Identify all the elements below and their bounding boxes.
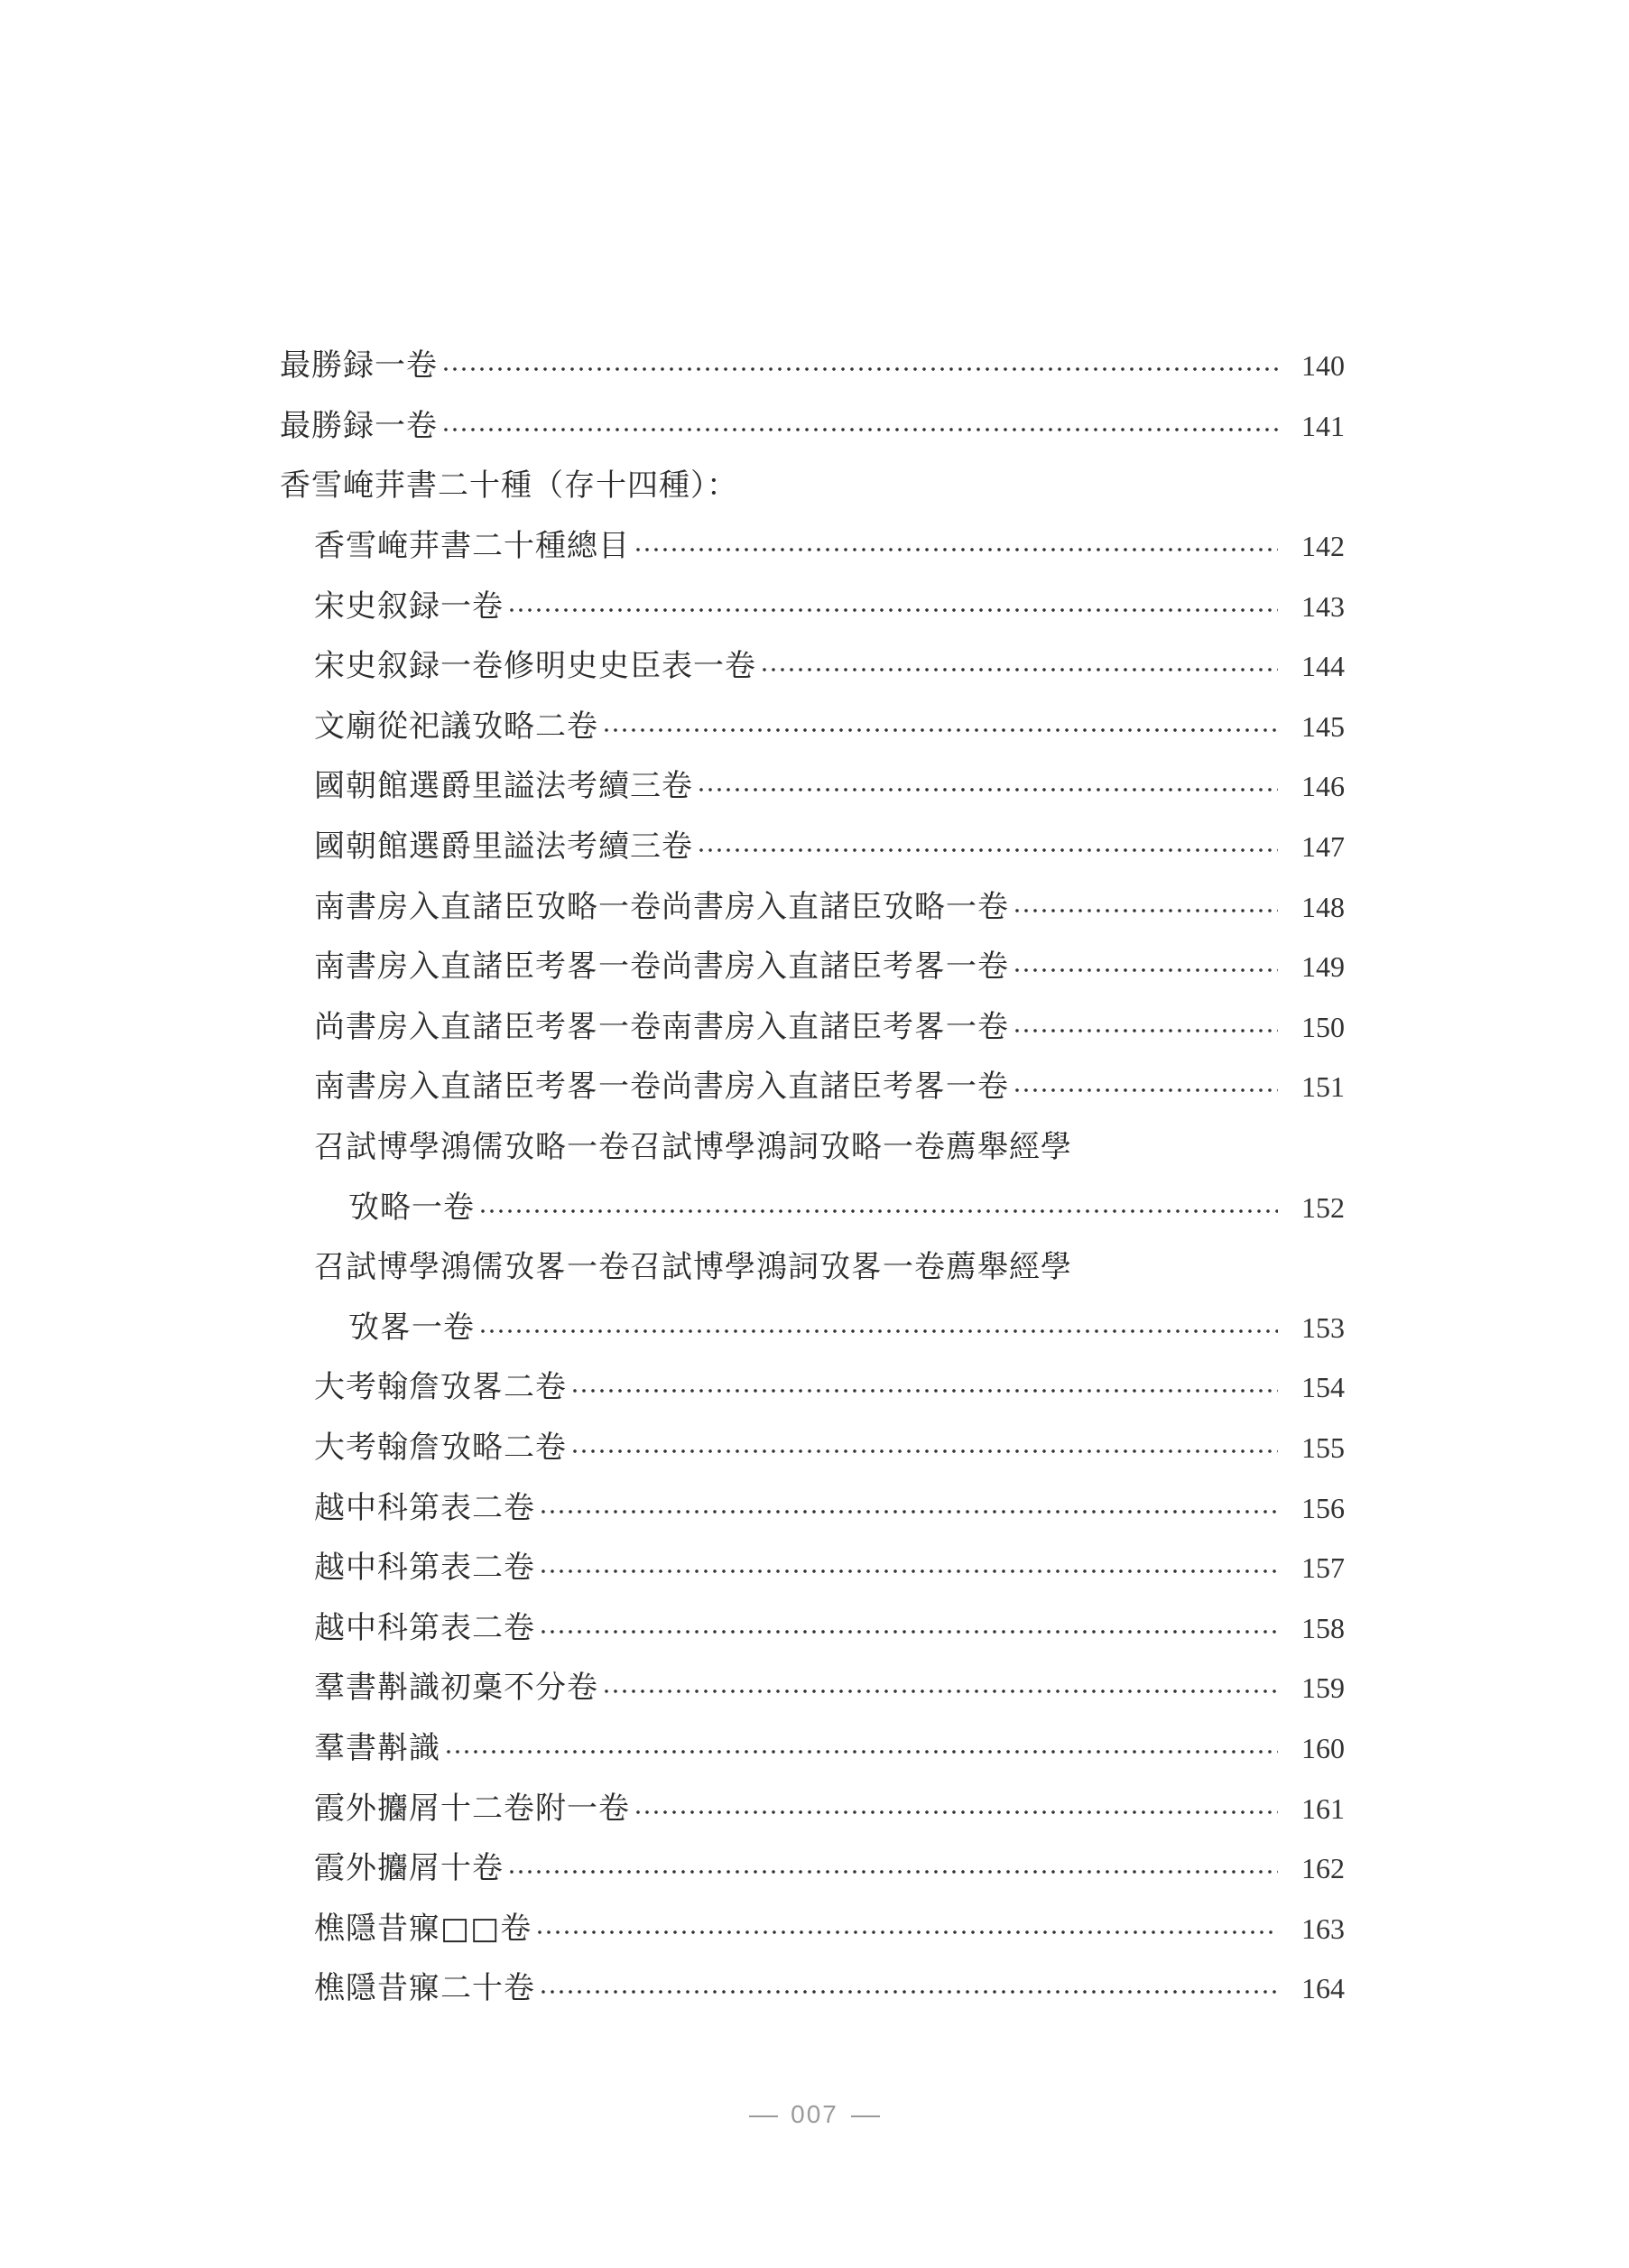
toc-entry-title: 召試博學鴻儒攷畧一卷召試博學鴻詞攷畧一卷薦舉經學 [314,1249,1072,1286]
toc-entry [280,756,1345,817]
footer-dash-right [851,2115,880,2117]
dot-leader [539,1630,1278,1634]
toc-entry [280,1597,1345,1658]
toc-entry-title: 越中科第表二卷 [314,1550,535,1587]
toc-entry-title: 宋史叙録一卷修明史史臣表一卷 [314,648,756,685]
toc-entry [280,997,1345,1058]
dot-leader [478,1329,1278,1333]
dot-leader [697,848,1278,852]
toc-entry-title: 南書房入直諸臣攷略一卷尚書房入直諸臣攷略一卷 [314,888,1009,925]
toc-entry [280,336,1345,396]
toc-entry [280,1237,1345,1298]
toc-entry-page-number: 151 [1301,1070,1345,1104]
toc-entry [280,1958,1345,2019]
toc-entry [280,516,1345,577]
toc-entry-page-number: 161 [1301,1791,1345,1825]
dot-leader [570,1449,1278,1453]
toc-entry-title: 尚書房入直諸臣考畧一卷南書房入直諸臣考畧一卷 [314,1008,1009,1045]
toc-entry [280,396,1345,457]
footer-dash-left [749,2115,778,2117]
toc-entry-page-number: 140 [1301,349,1345,383]
dot-leader [478,1209,1278,1213]
dot-leader [535,1930,1278,1934]
toc-entry-title: 國朝館選爵里謚法考續三卷 [314,829,693,866]
toc-entry-page-number: 156 [1301,1491,1345,1524]
toc-entry [280,1477,1345,1538]
dot-leader [602,728,1278,732]
toc-entry-title: 樵隱昔寱□□卷 [314,1910,532,1947]
dot-leader [539,1990,1278,1994]
toc-entry-page-number: 159 [1301,1671,1345,1705]
toc-entry-page-number: 160 [1301,1731,1345,1764]
footer-page-number: 007 [791,2100,838,2128]
toc-entry-title: 攷略一卷 [348,1189,475,1226]
dot-leader [1013,1029,1278,1032]
toc-entry [280,1298,1345,1358]
toc-entry [280,576,1345,636]
toc-entry [280,817,1345,877]
toc-entry-page-number: 157 [1301,1551,1345,1585]
toc-entry-title: 霞外攟屑十二卷附一卷 [314,1790,630,1827]
dot-leader [634,1810,1278,1814]
toc-entry [280,1778,1345,1838]
toc-entry-page-number: 144 [1301,650,1345,683]
toc-entry [280,1898,1345,1958]
toc-entry-page-number: 142 [1301,530,1345,563]
toc-entry-title: 南書房入直諸臣考畧一卷尚書房入直諸臣考畧一卷 [314,949,1009,986]
toc-entry-page-number: 163 [1301,1912,1345,1945]
toc-entry-title: 國朝館選爵里謚法考續三卷 [314,768,693,805]
toc-entry-page-number: 154 [1301,1371,1345,1404]
table-of-contents [280,336,1345,2019]
dot-leader [634,548,1278,551]
dot-leader [697,788,1278,791]
toc-entry-title: 樵隱昔寱二十卷 [314,1970,535,2007]
toc-entry-page-number: 146 [1301,770,1345,803]
toc-entry [280,937,1345,997]
page-footer [0,2100,1629,2129]
toc-entry-page-number: 143 [1301,589,1345,623]
dot-leader [441,367,1278,371]
dot-leader [760,668,1278,671]
toc-entry-page-number: 153 [1301,1310,1345,1344]
toc-entry-page-number: 148 [1301,890,1345,923]
toc-entry [280,876,1345,937]
toc-entry-title: 香雪崦茾書二十種（存十四種）： [280,467,738,505]
toc-entry [280,1838,1345,1899]
toc-entry [280,1117,1345,1178]
toc-entry [280,1057,1345,1117]
toc-entry-page-number: 141 [1301,409,1345,442]
toc-entry-title: 越中科第表二卷 [314,1489,535,1526]
toc-entry [280,1658,1345,1718]
dot-leader [441,428,1278,431]
toc-entry-title: 最勝録一卷 [280,347,438,384]
toc-entry [280,1418,1345,1478]
toc-entry-page-number: 150 [1301,1010,1345,1043]
dot-leader [444,1750,1278,1754]
dot-leader [570,1389,1278,1393]
dot-leader [1013,909,1278,912]
toc-entry-page-number: 162 [1301,1852,1345,1885]
dot-leader [539,1510,1278,1514]
toc-entry-title: 香雪崦茾書二十種總目 [314,528,630,565]
toc-entry-title: 攷畧一卷 [348,1309,475,1346]
toc-entry-title: 召試博學鴻儒攷略一卷召試博學鴻詞攷略一卷薦舉經學 [314,1129,1072,1166]
toc-entry [280,636,1345,697]
toc-entry-title: 宋史叙録一卷 [314,588,504,625]
toc-entry-title: 越中科第表二卷 [314,1609,535,1646]
dot-leader [602,1689,1278,1693]
toc-entry-title: 羣書斠識 [314,1729,440,1766]
dot-leader [507,1870,1278,1874]
toc-entry [280,1177,1345,1237]
toc-entry-title: 大考翰詹攷畧二卷 [314,1369,567,1406]
toc-entry-page-number: 155 [1301,1430,1345,1464]
dot-leader [539,1569,1278,1573]
toc-entry [280,1718,1345,1779]
dot-leader [507,608,1278,612]
toc-entry-title: 南書房入直諸臣考畧一卷尚書房入直諸臣考畧一卷 [314,1069,1009,1106]
toc-entry-title: 文廟從祀議攷略二卷 [314,708,598,745]
toc-entry [280,1357,1345,1418]
toc-entry-page-number: 145 [1301,709,1345,743]
toc-entry-page-number: 164 [1301,1972,1345,2005]
toc-entry-page-number: 152 [1301,1190,1345,1224]
dot-leader [1013,1088,1278,1092]
toc-entry-title: 大考翰詹攷略二卷 [314,1429,567,1466]
toc-entry-page-number: 158 [1301,1611,1345,1644]
toc-entry-title: 霞外攟屑十卷 [314,1850,504,1887]
toc-entry-title: 羣書斠識初稾不分卷 [314,1670,598,1707]
toc-entry-page-number: 149 [1301,950,1345,984]
toc-entry-title: 最勝録一卷 [280,407,438,444]
toc-entry [280,697,1345,757]
toc-entry [280,1538,1345,1598]
toc-entry-page-number: 147 [1301,830,1345,864]
dot-leader [1013,968,1278,972]
toc-entry [280,456,1345,516]
